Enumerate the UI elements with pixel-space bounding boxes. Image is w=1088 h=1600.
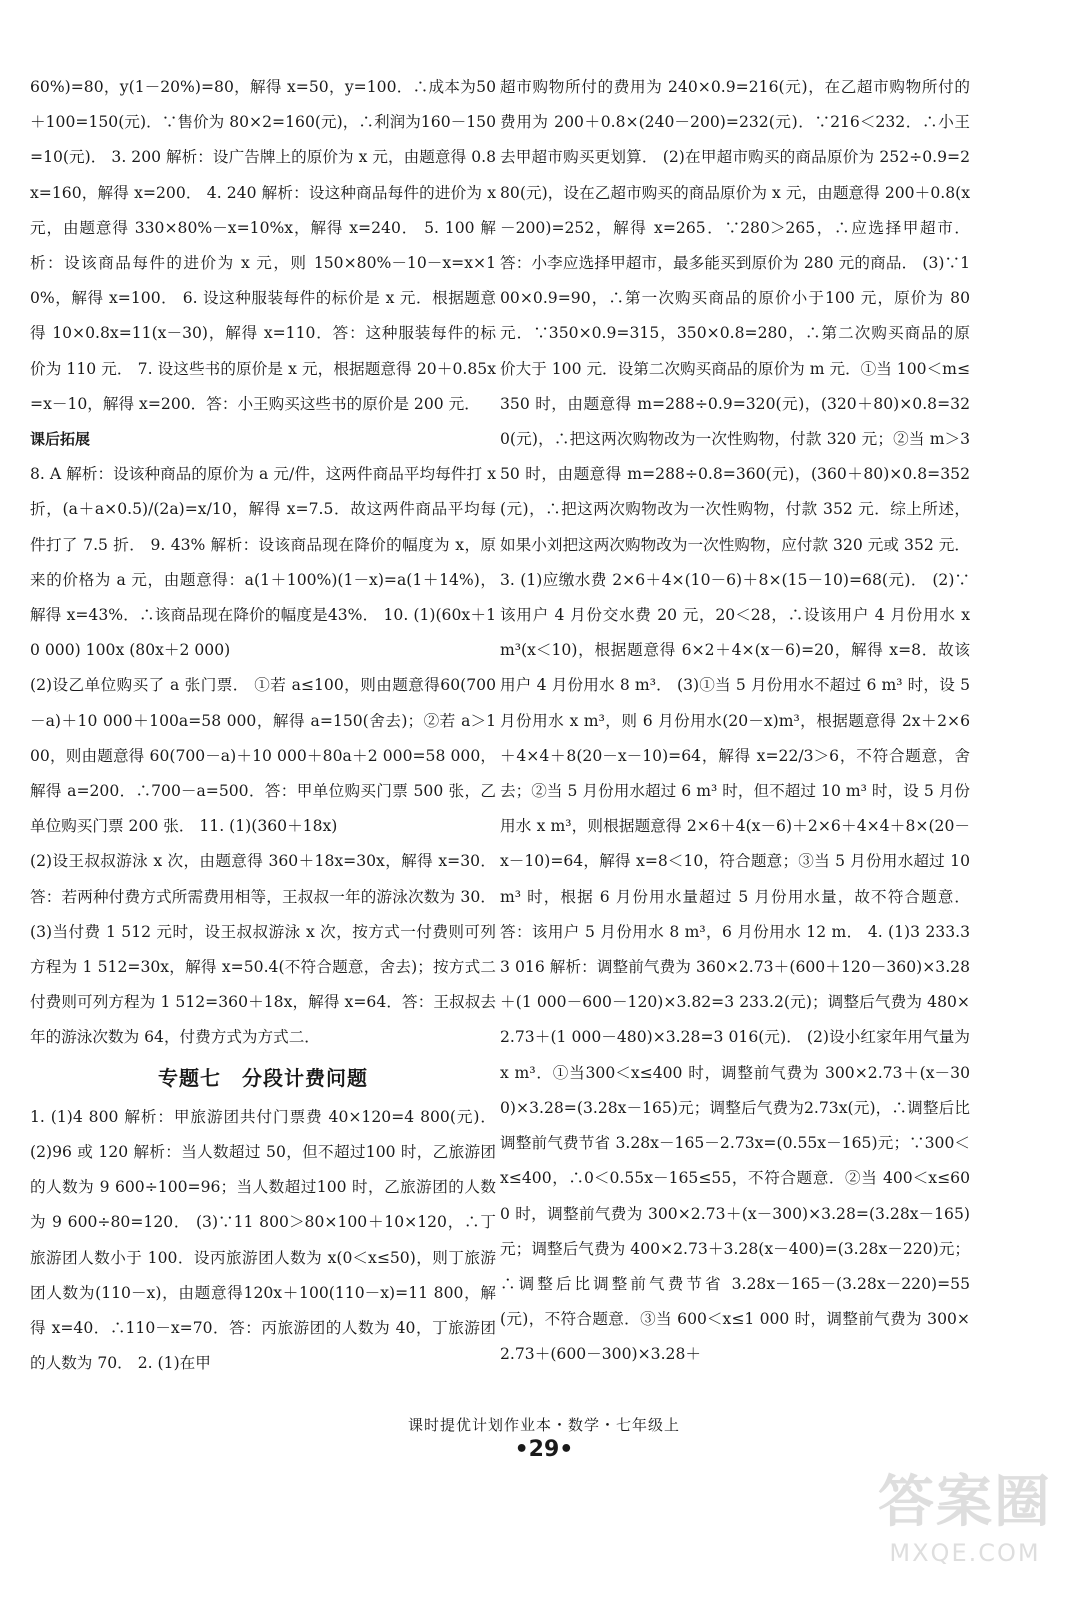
- watermark-logo: [870, 1468, 1060, 1578]
- answer-paragraph: 超市购物所付的费用为 240×0.9=216(元)，在乙超市购物所付的费用为 200＋0.8×(240－200)=232(元)．∵216＜232．∴小王去甲超市购买更划算． (2)在甲超市购买的商品原价为 252÷0.9=280(元)，设在乙超市购买的商品原价为 x 元，由题意得 200＋0.8(x－200)=252，解得 x=265．∵280＞265，∴应选择甲超市．答：小李应选择甲超市，最多能买到原价为 280 元的商品． (3)∵100×0.9=90，∴第一次购买商品的原价小于100 元，原价为 80 元．∵350×0.9=315，350×0.8=280，∴第二次购买商品的原价大于 100 元．设第二次购买商品的原价为 m 元．①当 100＜m≤350 时，由题意得 m=288÷0.9=320(元)，(320＋80)×0.8=320(元)，∴把这两次购物改为一次性购物，付款 320 元；②当 m＞350 时，由题意得 m=288÷0.8=360(元)，(360＋80)×0.8=352(元)，∴把这两次购物改为一次性购物，付款 352 元．综上所述，如果小刘把这两次购物改为一次性购物，应付款 320 元或 352 元． 3. (1)应缴水费 2×6＋4×(10－6)＋8×(15－10)=68(元)． (2)∵该用户 4 月份交水费 20 元，20＜28，∴设该用户 4 月份用水 x m³(x＜10)，根据题意得 6×2＋4×(x－6)=20，解得 x=8．故该用户 4 月份用水 8 m³． (3)①当 5 月份用水不超过 6 m³ 时，设 5 月份用水 x m³，则 6 月份用水(20－x)m³，根据题意得 2x＋2×6＋4×4＋8(20－x－10)=64，解得 x=22/3＞6，不符合题意，舍去；②当 5 月份用水超过 6 m³ 时，但不超过 10 m³ 时，设 5 月份用水 x m³，则根据题意得 2×6＋4(x－6)＋2×6＋4×4＋8×(20－x－10)=64，解得 x=8＜10，符合题意；③当 5 月份用水超过 10 m³ 时，根据 6 月份用水量超过 5 月份用水量，故不符合题意．答：该用户 5 月份用水 8 m³，6 月份用水 12 m． 4. (1)3 233.3 3 016 解析：调整前气费为 360×2.73＋(600＋120－360)×3.28＋(1 000－600－120)×3.82=3 233.2(元)；调整后气费为 480×2.73＋(1 000－480)×3.28=3 016(元)． (2)设小红家年用气量为 x m³．①当300＜x≤400 时，调整前气费为 300×2.73＋(x－300)×3.28=(3.28x－165)元；调整后气费为2.73x(元)，∴调整后比调整前气费节省 3.28x－165－2.73x=(0.55x－165)元；∵300＜x≤400，∴0＜0.55x－165≤55，不符合题意．②当 400＜x≤600 时，调整前气费为 300×2.73＋(x－300)×3.28=(3.28x－165)元；调整后气费为 400×2.73＋3.28(x－400)=(3.28x－220)元；∴调整后比调整前气费节省 3.28x－165－(3.28x－220)=55(元)，不符合题意．③当 600＜x≤1 000 时，调整前气费为 300×2.73＋(600－300)×3.28＋: [500, 78, 971, 1364]
- answer-paragraph: 8. A 解析：设该种商品的原价为 a 元/件，这两件商品平均每件打 x 折，(a＋a×0.5)/(2a)=x/10，解得 x=7.5．故这两件商品平均每件打了 7.5 折． 9. 43% 解析：设该商品现在降价的幅度为 x，原来的价格为 a 元，由题意得：a(1＋100%)(1－x)=a(1＋14%)，解得 x=43%．∴该商品现在降价的幅度是43%． 10. (1)(60x＋10 000) 100x (80x＋2 000): [30, 465, 496, 660]
- right-column: [500, 70, 970, 1373]
- section-heading-extension: 课后拓展: [30, 430, 91, 449]
- answer-paragraph: 60%)=80，y(1－20%)=80，解得 x=50，y=100．∴成本为50＋100=150(元)．∵售价为 80×2=160(元)，∴利润为160－150=10(元)． 3. 200 解析：设广告牌上的原价为 x 元，由题意得 0.8x=160，解得 x=200． 4. 240 解析：设这种商品每件的进价为 x 元，由题意得 330×80%－x=10%x，解得 x=240． 5. 100 解析：设该商品每件的进价为 x 元，则 150×80%－10－x=x×10%，解得 x=100． 6. 设这种服装每件的标价是 x 元．根据题意得 10×0.8x=11(x－30)，解得 x=110．答：这种服装每件的标价为 110 元． 7. 设这些书的原价是 x 元，根据题意得 20＋0.85x=x－10，解得 x=200．答：小王购买这些书的原价是 200 元．: [30, 78, 496, 413]
- left-column: [30, 70, 496, 1381]
- section-title: 专题七 分段计费问题: [158, 1065, 368, 1090]
- page-footer: [0, 1414, 1088, 1464]
- answer-paragraph: (2)设王叔叔游泳 x 次，由题意得 360＋18x=30x，解得 x=30．答：若两种付费方式所需费用相等，王叔叔一年的游泳次数为 30． (3)当付费 1 512 元时，设王叔叔游泳 x 次，按方式一付费则可列方程为 1 512=30x，解得 x=50.4(不符合题意，舍去)；按方式二付费则可列方程为 1 512=360＋18x，解得 x=64．答：王叔叔去年的游泳次数为 64，付费方式为方式二．: [30, 852, 496, 1047]
- page-number: •29•: [514, 1437, 574, 1462]
- book-title: 课时提优计划作业本・数学・七年级上: [407, 1416, 680, 1434]
- watermark-text: 答案圈: [878, 1470, 1052, 1535]
- answer-paragraph: 1. (1)4 800 解析：甲旅游团共付门票费 40×120=4 800(元)． (2)96 或 120 解析：当人数超过 50，但不超过100 时，乙旅游团的人数为 9 600÷100=96；当人数超过100 时，乙旅游团的人数为 9 600÷80=120． (3)∵11 800＞80×100＋10×120，∴丁旅游团人数小于 100．设丙旅游团人数为 x(0＜x≤50)，则丁旅游团人数为(110－x)，由题意得120x＋100(110－x)=11 800，解得 x=40．∴110－x=70．答：丙旅游团的人数为 40，丁旅游团的人数为 70． 2. (1)在甲: [30, 1107, 496, 1373]
- answer-paragraph: (2)设乙单位购买了 a 张门票． ①若 a≤100，则由题意得60(700－a)＋10 000＋100a=58 000，解得 a=150(舍去)；②若 a＞100，则由题意得 60(700－a)＋10 000＋80a＋2 000=58 000，解得 a=200．∴700－a=500．答：甲单位购买门票 500 张，乙单位购买门票 200 张． 11. (1)(360＋18x): [30, 676, 496, 836]
- watermark-url: MXQE.COM: [889, 1539, 1041, 1567]
